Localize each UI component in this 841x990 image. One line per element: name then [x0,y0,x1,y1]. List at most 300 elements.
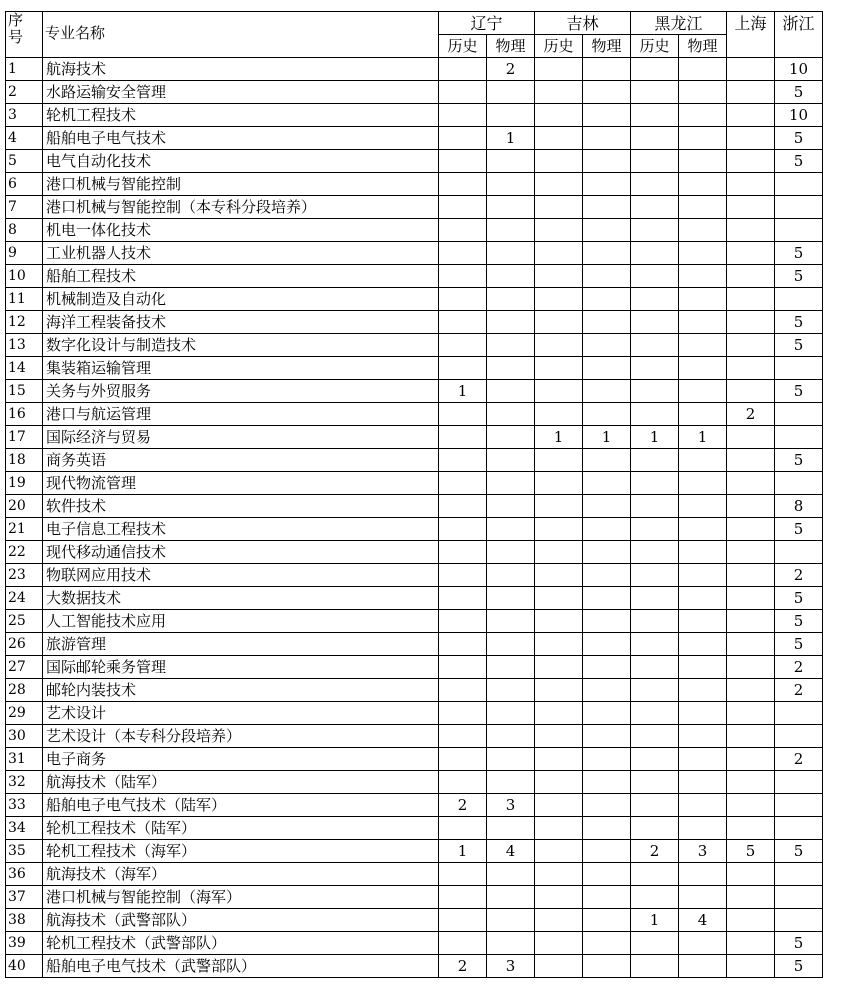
cell-liaoning-physics: 2 [487,58,535,81]
cell-shanghai [727,518,775,541]
table-row [6,104,823,127]
cell-heilongjiang-history [631,104,679,127]
row-index: 6 [6,173,43,196]
cell-jilin-history [535,955,583,978]
header-jilin-history: 历史 [535,35,583,58]
cell-jilin-history [535,748,583,771]
cell-shanghai [727,334,775,357]
row-major-name: 船舶工程技术 [43,265,439,288]
cell-heilongjiang-physics [679,219,727,242]
cell-heilongjiang-history [631,863,679,886]
cell-liaoning-history [439,817,487,840]
cell-liaoning-history [439,242,487,265]
cell-jilin-history [535,242,583,265]
row-index: 29 [6,702,43,725]
row-major-name: 国际邮轮乘务管理 [43,656,439,679]
cell-liaoning-history [439,449,487,472]
row-index: 26 [6,633,43,656]
cell-zhejiang: 5 [775,380,823,403]
cell-jilin-physics [583,725,631,748]
cell-jilin-physics [583,449,631,472]
cell-heilongjiang-history [631,357,679,380]
cell-liaoning-physics [487,633,535,656]
row-index: 19 [6,472,43,495]
cell-heilongjiang-history [631,702,679,725]
cell-heilongjiang-history [631,748,679,771]
row-index: 23 [6,564,43,587]
table-row [6,58,823,81]
cell-liaoning-physics [487,495,535,518]
cell-heilongjiang-history [631,173,679,196]
row-major-name: 船舶电子电气技术（陆军） [43,794,439,817]
row-index: 28 [6,679,43,702]
row-index: 35 [6,840,43,863]
cell-heilongjiang-physics [679,472,727,495]
cell-heilongjiang-physics [679,173,727,196]
cell-zhejiang [775,771,823,794]
cell-jilin-physics [583,173,631,196]
cell-liaoning-physics: 4 [487,840,535,863]
cell-jilin-physics [583,748,631,771]
cell-shanghai [727,81,775,104]
row-index: 9 [6,242,43,265]
cell-jilin-history [535,863,583,886]
cell-jilin-physics [583,242,631,265]
cell-jilin-physics: 1 [583,426,631,449]
cell-liaoning-physics: 1 [487,127,535,150]
row-major-name: 物联网应用技术 [43,564,439,587]
cell-jilin-history [535,288,583,311]
cell-jilin-history [535,564,583,587]
cell-liaoning-history [439,771,487,794]
cell-shanghai [727,495,775,518]
row-major-name: 大数据技术 [43,587,439,610]
cell-zhejiang [775,886,823,909]
cell-shanghai [727,127,775,150]
cell-jilin-history [535,495,583,518]
table-row [6,380,823,403]
cell-jilin-history [535,518,583,541]
cell-liaoning-history [439,403,487,426]
row-major-name: 艺术设计（本专科分段培养） [43,725,439,748]
row-major-name: 机械制造及自动化 [43,288,439,311]
cell-heilongjiang-history [631,495,679,518]
row-major-name: 电子商务 [43,748,439,771]
cell-jilin-physics [583,955,631,978]
cell-zhejiang [775,472,823,495]
cell-heilongjiang-physics [679,311,727,334]
row-index: 22 [6,541,43,564]
cell-heilongjiang-physics: 4 [679,909,727,932]
cell-liaoning-history [439,564,487,587]
cell-heilongjiang-physics [679,81,727,104]
cell-heilongjiang-physics [679,702,727,725]
cell-jilin-physics [583,380,631,403]
cell-liaoning-history [439,633,487,656]
row-index: 15 [6,380,43,403]
table-row [6,587,823,610]
table-row [6,196,823,219]
cell-heilongjiang-history [631,725,679,748]
cell-jilin-history [535,610,583,633]
cell-jilin-history [535,334,583,357]
cell-jilin-physics [583,357,631,380]
cell-liaoning-physics [487,748,535,771]
cell-jilin-physics [583,932,631,955]
table-row [6,311,823,334]
cell-heilongjiang-physics [679,656,727,679]
cell-shanghai [727,748,775,771]
cell-heilongjiang-physics [679,127,727,150]
cell-liaoning-history [439,104,487,127]
cell-heilongjiang-physics [679,610,727,633]
header-index [6,12,43,58]
cell-jilin-history [535,656,583,679]
cell-jilin-physics [583,150,631,173]
cell-shanghai: 5 [727,840,775,863]
cell-liaoning-physics [487,702,535,725]
cell-heilongjiang-history [631,541,679,564]
cell-liaoning-history [439,288,487,311]
header-index-line1: 序 [8,11,24,29]
cell-jilin-physics [583,817,631,840]
cell-liaoning-physics [487,311,535,334]
cell-jilin-physics [583,495,631,518]
cell-liaoning-physics [487,518,535,541]
cell-shanghai [727,311,775,334]
cell-jilin-physics [583,541,631,564]
row-major-name: 轮机工程技术（武警部队） [43,932,439,955]
row-major-name: 工业机器人技术 [43,242,439,265]
row-major-name: 软件技术 [43,495,439,518]
cell-heilongjiang-history [631,472,679,495]
row-major-name: 现代物流管理 [43,472,439,495]
header-zhejiang-blank [775,35,823,58]
cell-heilongjiang-physics [679,288,727,311]
cell-heilongjiang-history [631,518,679,541]
table-row [6,633,823,656]
cell-jilin-physics [583,587,631,610]
cell-shanghai [727,725,775,748]
cell-shanghai [727,196,775,219]
table-row [6,725,823,748]
cell-shanghai [727,541,775,564]
cell-liaoning-history: 1 [439,380,487,403]
row-index: 39 [6,932,43,955]
cell-jilin-history [535,909,583,932]
row-index: 10 [6,265,43,288]
cell-jilin-history [535,817,583,840]
cell-liaoning-physics [487,449,535,472]
table-row [6,518,823,541]
cell-jilin-physics [583,58,631,81]
cell-jilin-history [535,541,583,564]
cell-liaoning-history [439,610,487,633]
cell-zhejiang: 5 [775,81,823,104]
cell-shanghai [727,932,775,955]
row-major-name: 航海技术（陆军） [43,771,439,794]
cell-jilin-physics [583,311,631,334]
cell-liaoning-history [439,357,487,380]
table-row [6,679,823,702]
row-index: 4 [6,127,43,150]
cell-heilongjiang-physics [679,771,727,794]
cell-liaoning-history [439,587,487,610]
row-index: 18 [6,449,43,472]
cell-liaoning-physics [487,909,535,932]
row-index: 24 [6,587,43,610]
row-major-name: 关务与外贸服务 [43,380,439,403]
row-index: 5 [6,150,43,173]
row-index: 16 [6,403,43,426]
cell-heilongjiang-history [631,932,679,955]
cell-heilongjiang-history [631,794,679,817]
cell-heilongjiang-physics [679,955,727,978]
cell-liaoning-physics [487,288,535,311]
table-body [6,58,823,978]
cell-zhejiang: 10 [775,104,823,127]
cell-shanghai [727,702,775,725]
cell-liaoning-physics [487,104,535,127]
row-major-name: 水路运输安全管理 [43,81,439,104]
cell-liaoning-history [439,472,487,495]
cell-jilin-physics [583,679,631,702]
row-index: 34 [6,817,43,840]
cell-jilin-history [535,472,583,495]
header-index-line2: 号 [8,28,24,46]
cell-liaoning-physics [487,173,535,196]
row-index: 12 [6,311,43,334]
cell-jilin-history [535,932,583,955]
cell-jilin-physics [583,886,631,909]
cell-shanghai [727,656,775,679]
cell-liaoning-physics [487,610,535,633]
cell-zhejiang: 5 [775,311,823,334]
row-major-name: 机电一体化技术 [43,219,439,242]
cell-jilin-history [535,587,583,610]
cell-liaoning-history [439,173,487,196]
cell-heilongjiang-physics: 3 [679,840,727,863]
cell-zhejiang: 5 [775,334,823,357]
row-index: 13 [6,334,43,357]
cell-jilin-history [535,311,583,334]
cell-zhejiang: 2 [775,656,823,679]
cell-zhejiang: 10 [775,58,823,81]
row-major-name: 航海技术（海军） [43,863,439,886]
cell-liaoning-history [439,127,487,150]
cell-zhejiang: 5 [775,127,823,150]
row-index: 32 [6,771,43,794]
cell-shanghai [727,426,775,449]
row-index: 14 [6,357,43,380]
table-row [6,932,823,955]
cell-liaoning-physics [487,403,535,426]
table-row [6,610,823,633]
cell-heilongjiang-physics [679,932,727,955]
cell-heilongjiang-physics [679,196,727,219]
row-index: 38 [6,909,43,932]
cell-jilin-history [535,771,583,794]
cell-heilongjiang-physics [679,794,727,817]
row-major-name: 港口机械与智能控制（本专科分段培养） [43,196,439,219]
cell-zhejiang [775,357,823,380]
cell-heilongjiang-physics [679,334,727,357]
cell-heilongjiang-physics [679,150,727,173]
table-row [6,748,823,771]
table-row [6,265,823,288]
cell-liaoning-physics [487,771,535,794]
cell-liaoning-history [439,196,487,219]
header-heilongjiang-physics: 物理 [679,35,727,58]
cell-heilongjiang-history [631,955,679,978]
cell-liaoning-history [439,886,487,909]
cell-heilongjiang-physics [679,403,727,426]
cell-heilongjiang-history [631,288,679,311]
table-row [6,472,823,495]
cell-jilin-physics [583,403,631,426]
cell-jilin-history [535,357,583,380]
cell-zhejiang [775,794,823,817]
cell-heilongjiang-physics [679,633,727,656]
row-index: 27 [6,656,43,679]
header-province-jilin: 吉林 [535,12,631,35]
row-major-name: 航海技术 [43,58,439,81]
cell-shanghai [727,242,775,265]
cell-liaoning-physics [487,541,535,564]
cell-liaoning-physics [487,656,535,679]
cell-zhejiang: 5 [775,265,823,288]
cell-heilongjiang-history [631,449,679,472]
cell-heilongjiang-physics [679,886,727,909]
cell-heilongjiang-physics [679,863,727,886]
row-major-name: 艺术设计 [43,702,439,725]
cell-liaoning-history [439,426,487,449]
cell-shanghai [727,771,775,794]
cell-zhejiang: 5 [775,518,823,541]
cell-shanghai [727,564,775,587]
cell-jilin-physics [583,288,631,311]
cell-heilongjiang-physics [679,817,727,840]
cell-jilin-history [535,886,583,909]
cell-jilin-physics [583,610,631,633]
cell-heilongjiang-physics [679,58,727,81]
cell-zhejiang: 5 [775,932,823,955]
cell-zhejiang [775,725,823,748]
row-index: 3 [6,104,43,127]
table-row [6,242,823,265]
cell-liaoning-history: 2 [439,955,487,978]
cell-liaoning-physics [487,863,535,886]
cell-heilongjiang-history [631,679,679,702]
table-row [6,173,823,196]
cell-liaoning-physics: 3 [487,955,535,978]
cell-zhejiang: 5 [775,840,823,863]
cell-heilongjiang-history [631,380,679,403]
cell-heilongjiang-history [631,633,679,656]
cell-liaoning-physics [487,265,535,288]
cell-heilongjiang-physics [679,679,727,702]
cell-liaoning-history [439,909,487,932]
table-row [6,81,823,104]
cell-jilin-physics [583,219,631,242]
cell-shanghai [727,633,775,656]
cell-liaoning-history [439,725,487,748]
cell-heilongjiang-history [631,587,679,610]
table-row [6,426,823,449]
cell-liaoning-physics [487,587,535,610]
table-row [6,794,823,817]
table-row [6,449,823,472]
cell-jilin-physics [583,840,631,863]
row-index: 1 [6,58,43,81]
cell-heilongjiang-history [631,311,679,334]
cell-liaoning-history [439,541,487,564]
cell-heilongjiang-physics [679,449,727,472]
cell-jilin-history [535,58,583,81]
table-row [6,219,823,242]
cell-heilongjiang-history [631,196,679,219]
cell-jilin-history [535,840,583,863]
row-major-name: 轮机工程技术 [43,104,439,127]
cell-jilin-physics [583,794,631,817]
cell-shanghai [727,173,775,196]
cell-heilongjiang-physics [679,380,727,403]
cell-jilin-history [535,127,583,150]
cell-liaoning-history [439,518,487,541]
cell-jilin-physics [583,564,631,587]
cell-shanghai [727,909,775,932]
cell-jilin-history [535,104,583,127]
cell-zhejiang [775,541,823,564]
cell-liaoning-physics [487,725,535,748]
cell-liaoning-history [439,679,487,702]
cell-heilongjiang-history [631,564,679,587]
row-major-name: 商务英语 [43,449,439,472]
cell-jilin-history [535,81,583,104]
table-row [6,955,823,978]
cell-liaoning-physics [487,334,535,357]
cell-liaoning-physics [487,932,535,955]
cell-zhejiang [775,817,823,840]
cell-zhejiang: 2 [775,748,823,771]
cell-zhejiang: 5 [775,449,823,472]
table-row [6,495,823,518]
row-major-name: 港口与航运管理 [43,403,439,426]
cell-liaoning-history [439,656,487,679]
cell-liaoning-history [439,58,487,81]
row-major-name: 现代移动通信技术 [43,541,439,564]
cell-zhejiang: 2 [775,679,823,702]
cell-liaoning-history [439,495,487,518]
cell-shanghai [727,863,775,886]
table-row [6,817,823,840]
cell-jilin-history [535,702,583,725]
cell-shanghai [727,817,775,840]
table-header [6,12,823,58]
cell-shanghai [727,380,775,403]
row-major-name: 轮机工程技术（陆军） [43,817,439,840]
cell-zhejiang: 5 [775,242,823,265]
cell-jilin-history [535,265,583,288]
cell-jilin-history [535,196,583,219]
table-row [6,840,823,863]
cell-jilin-history [535,633,583,656]
cell-jilin-history [535,150,583,173]
cell-shanghai [727,150,775,173]
row-major-name: 港口机械与智能控制（海军） [43,886,439,909]
table-row [6,150,823,173]
cell-heilongjiang-history [631,58,679,81]
